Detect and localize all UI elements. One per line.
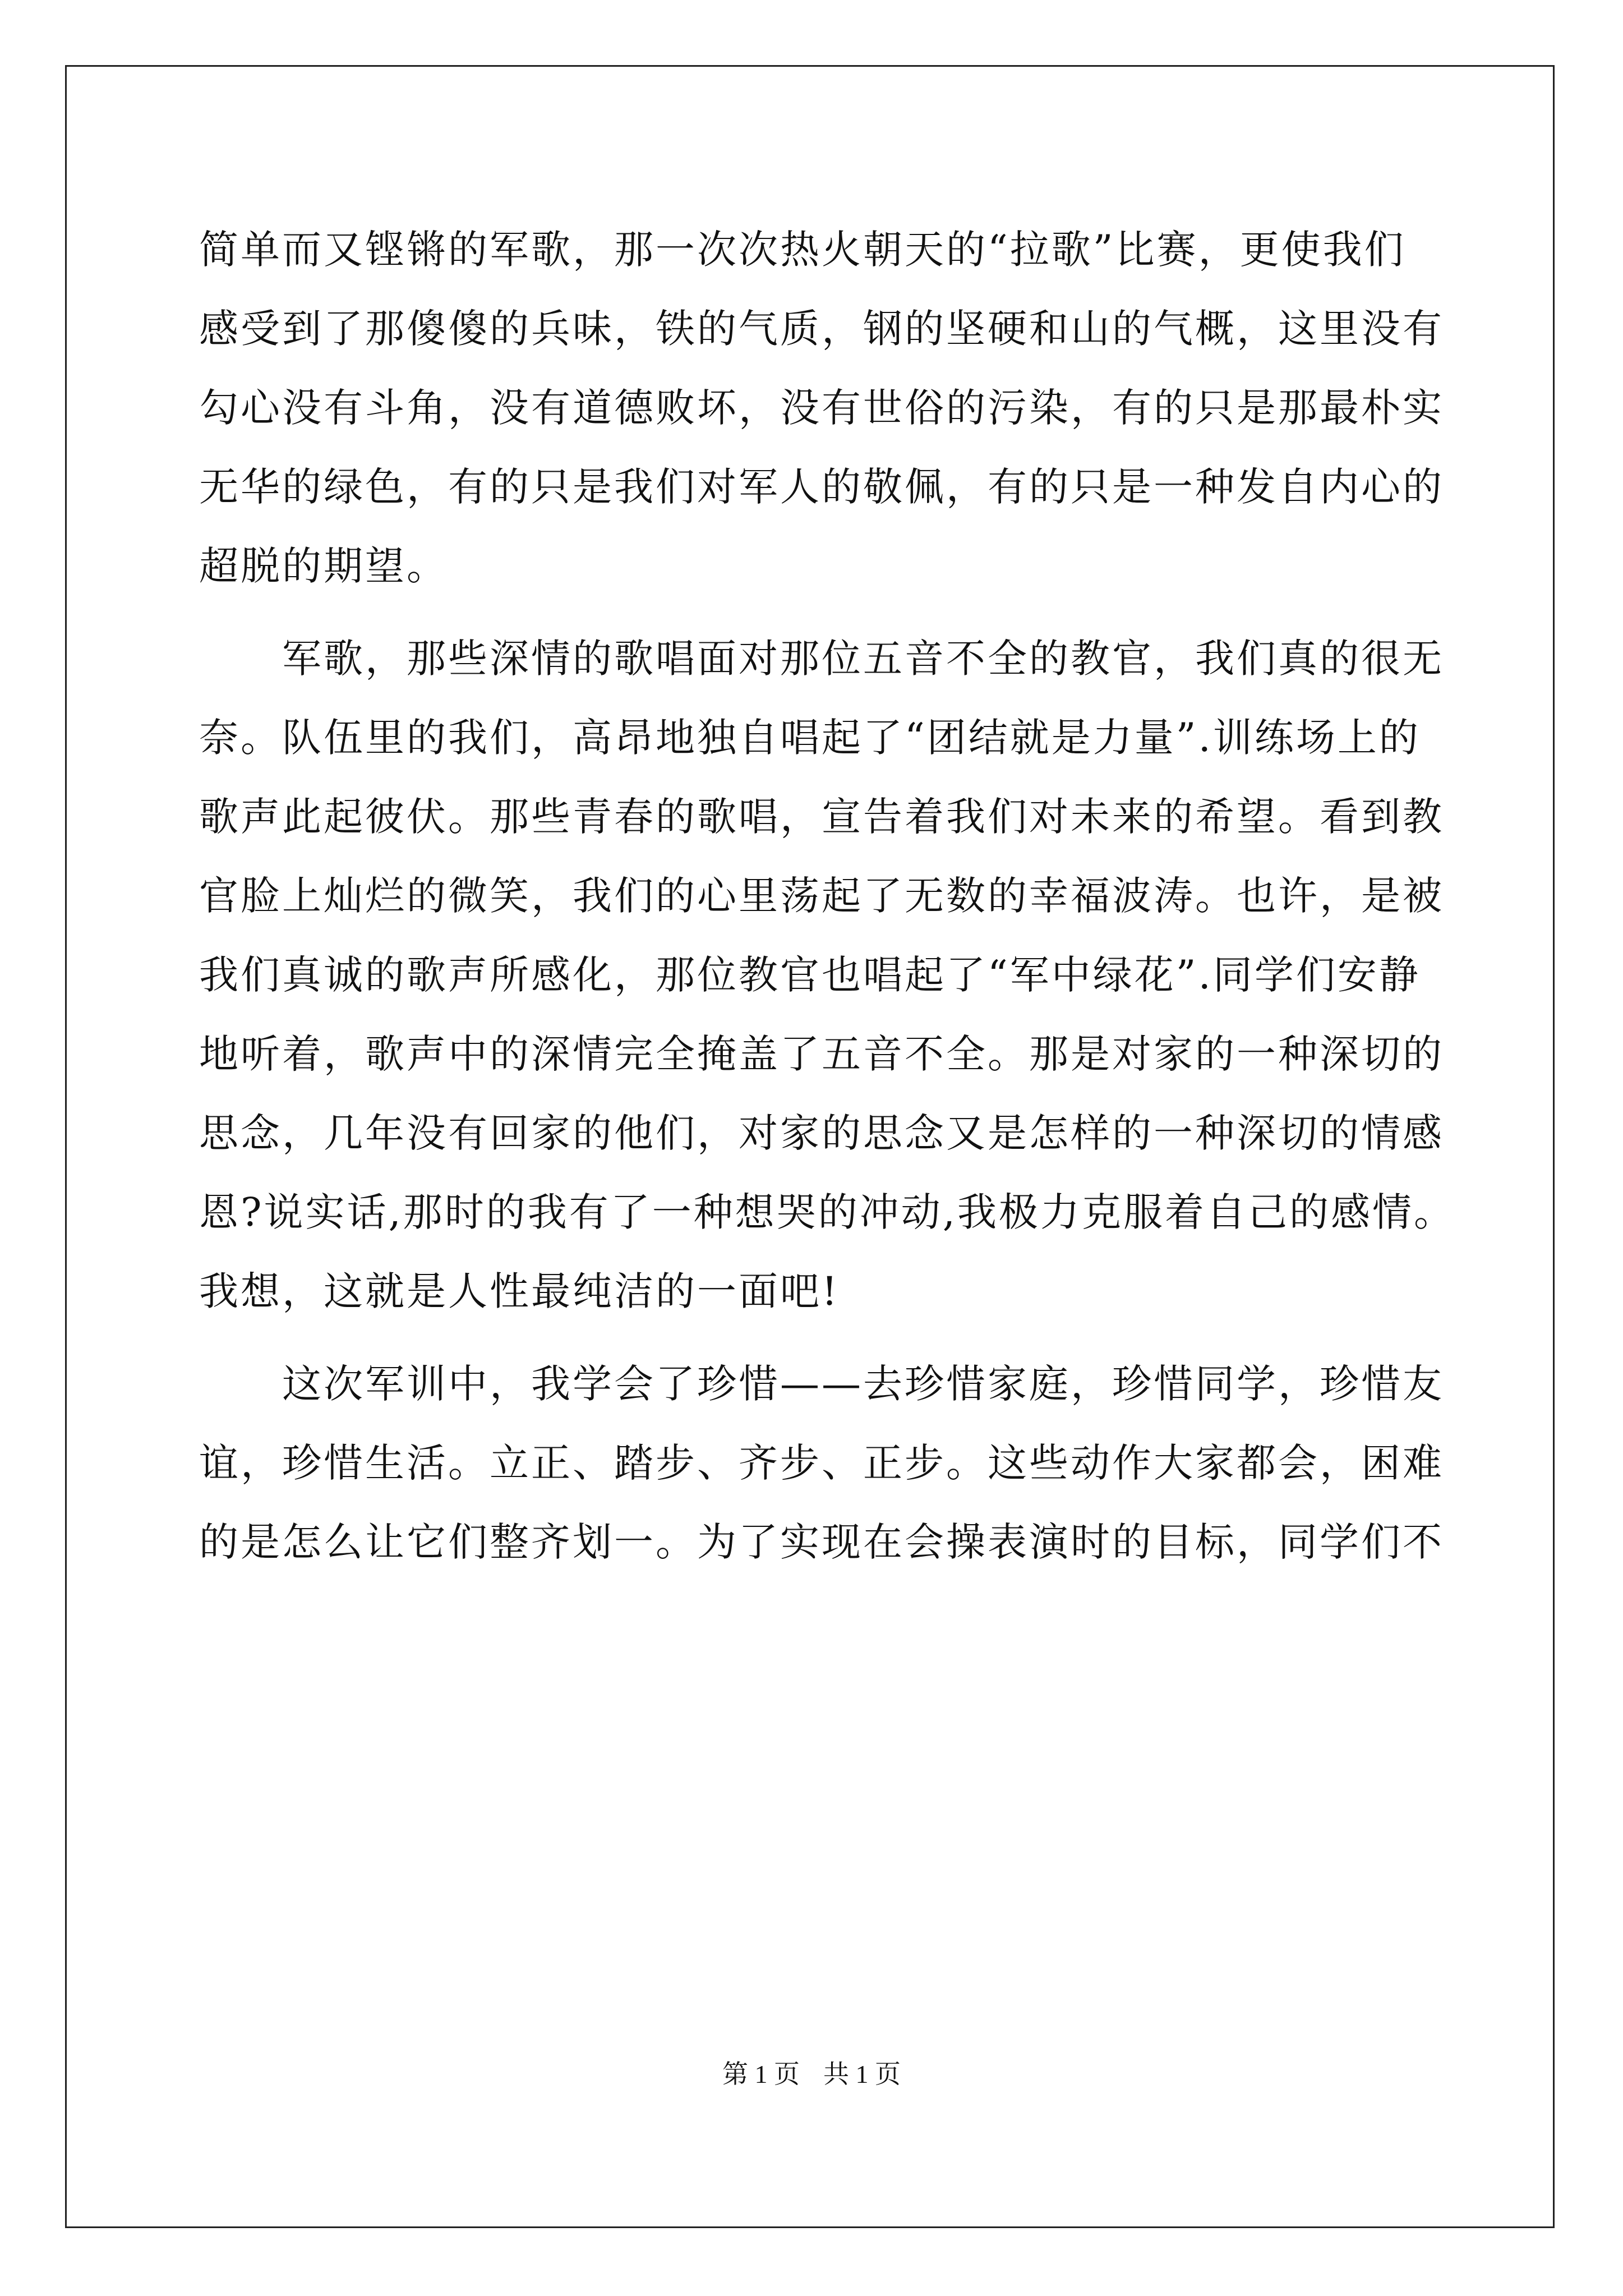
page-footer: [0, 2058, 1623, 2091]
text-line: 军歌，那些深情的歌唱面对那位五音不全的教官，我们真的很无: [199, 636, 1444, 682]
text-line: 的是怎么让它们整齐划一。为了实现在会操表演时的目标，同学们不: [199, 1519, 1444, 1565]
text-line: 歌声此起彼伏。那些青春的歌唱，宣告着我们对未来的希望。看到教: [199, 794, 1444, 840]
text-line: 思念，几年没有回家的他们，对家的思念又是怎样的一种深切的情感: [199, 1110, 1444, 1156]
text-line: 无华的绿色，有的只是我们对军人的敬佩，有的只是一种发自内心的: [199, 464, 1444, 510]
text-line: 感受到了那傻傻的兵味，铁的气质，钢的坚硬和山的气概，这里没有: [199, 306, 1444, 352]
page-total: 共 1 页: [823, 2060, 901, 2088]
text-line: 谊，珍惜生活。立正、踏步、齐步、正步。这些动作大家都会，困难: [199, 1440, 1444, 1486]
document-body: [199, 210, 1456, 1582]
text-line: 官脸上灿烂的微笑，我们的心里荡起了无数的幸福波涛。也许，是被: [199, 873, 1444, 919]
text-line: 勾心没有斗角，没有道德败坏，没有世俗的污染，有的只是那最朴实: [199, 385, 1444, 431]
text-line: 简单而又铿锵的军歌，那一次次热火朝天的“拉歌”比赛，更使我们: [199, 227, 1406, 273]
text-line: 奈。队伍里的我们，高昂地独自唱起了“团结就是力量”.训练场上的: [199, 715, 1421, 761]
text-line: 超脱的期望。: [199, 543, 448, 589]
text-line: 地听着，歌声中的深情完全掩盖了五音不全。那是对家的一种深切的: [199, 1031, 1444, 1077]
page-number: 第 1 页: [722, 2060, 800, 2088]
text-line: 我们真诚的歌声所感化，那位教官也唱起了“军中绿花”.同学们安静: [199, 952, 1421, 998]
text-line: 我想，这就是人性最纯洁的一面吧!: [199, 1268, 840, 1314]
text-line: 这次军训中，我学会了珍惜——去珍惜家庭，珍惜同学，珍惜友: [199, 1361, 1444, 1407]
text-line: 恩?说实话,那时的我有了一种想哭的冲动,我极力克服着自己的感情。: [199, 1189, 1456, 1235]
